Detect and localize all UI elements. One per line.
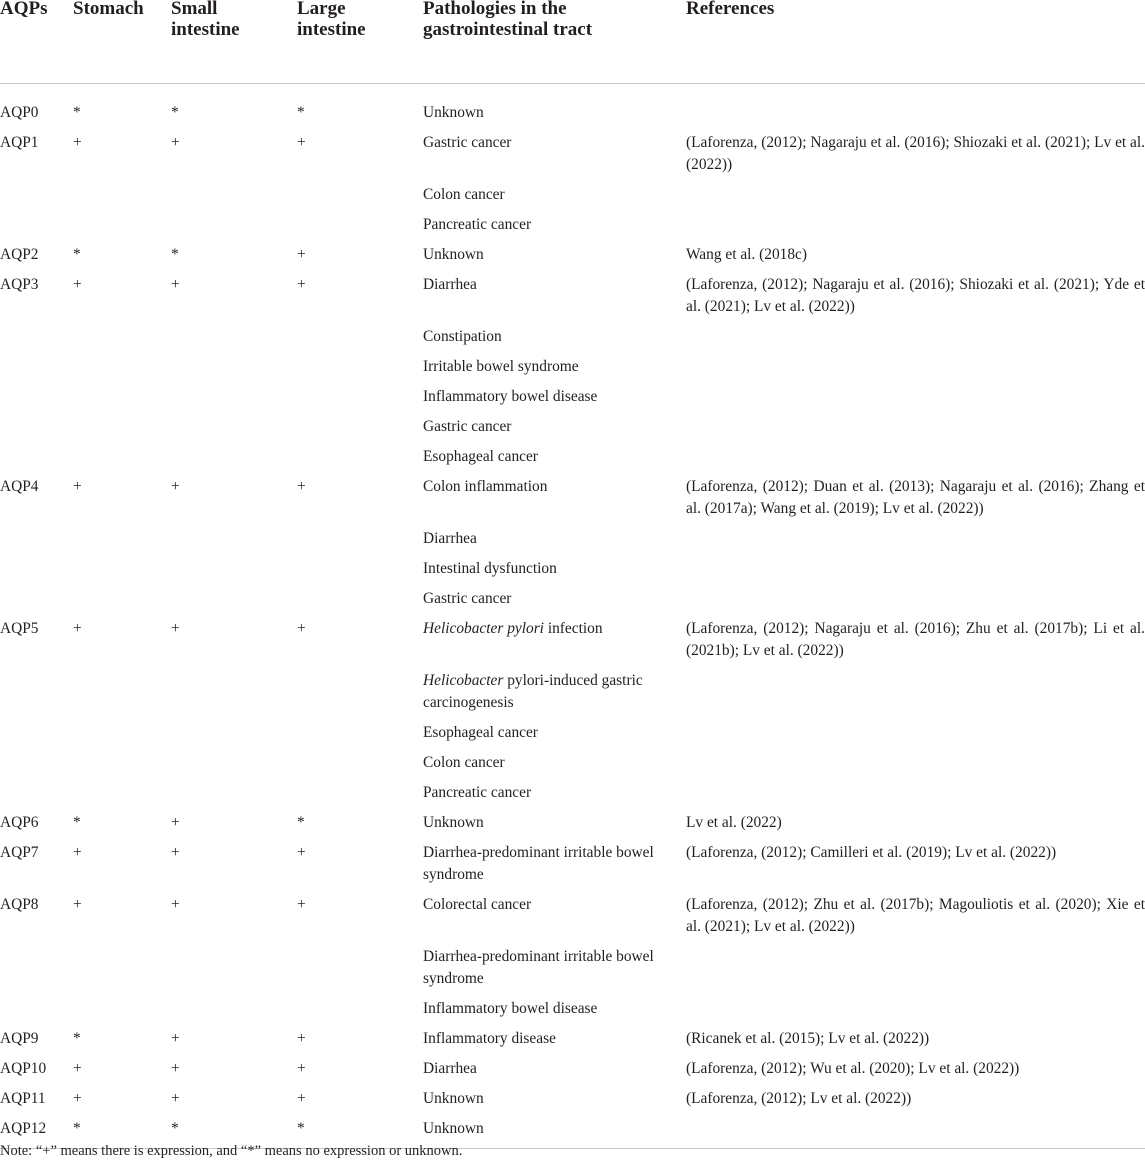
cell-reference [686, 386, 1145, 416]
cell-reference [686, 588, 1145, 618]
cell-aqp: AQP8 [0, 896, 39, 913]
cell-pathology: Colorectal cancer [423, 896, 532, 913]
cell-small-intestine [171, 946, 297, 998]
cell-large-intestine: + [297, 896, 306, 913]
cell-large-intestine [297, 356, 423, 386]
cell-reference [686, 782, 1145, 812]
cell-pathology: Diarrhea [423, 276, 477, 293]
cell-aqp: AQP7 [0, 844, 39, 861]
cell-large-intestine [297, 998, 423, 1028]
table-row [0, 842, 1145, 894]
cell-large-intestine: * [297, 104, 305, 121]
cell-pathology: Diarrhea [423, 530, 477, 547]
cell-stomach [73, 782, 171, 812]
table-row [0, 476, 1145, 528]
cell-reference [686, 446, 1145, 476]
table-row [0, 184, 1145, 214]
cell-reference [686, 528, 1145, 558]
table-body [0, 84, 1145, 1149]
cell-stomach: * [73, 1118, 171, 1149]
table-row [0, 722, 1145, 752]
cell-aqp: AQP1 [0, 134, 39, 151]
header-aqps: AQPs [0, 0, 73, 84]
cell-pathology [423, 670, 686, 722]
table-row [0, 618, 1145, 670]
cell-large-intestine [297, 558, 423, 588]
cell-pathology: Unknown [423, 1118, 686, 1149]
cell-small-intestine [171, 752, 297, 782]
cell-large-intestine [297, 782, 423, 812]
cell-stomach: * [73, 104, 81, 121]
cell-aqp [0, 386, 73, 416]
cell-reference: (Ricanek et al. (2015); Lv et al. (2022)) [686, 1030, 930, 1047]
cell-stomach: + [73, 896, 82, 913]
header-references: References [686, 0, 1145, 84]
cell-stomach [73, 446, 171, 476]
cell-stomach: + [73, 1090, 82, 1107]
header-large-intestine: Large intestine [297, 0, 423, 84]
cell-large-intestine: + [297, 1030, 306, 1047]
cell-small-intestine: + [171, 478, 180, 495]
cell-large-intestine: + [297, 134, 306, 151]
cell-small-intestine: + [171, 1060, 180, 1077]
cell-small-intestine [171, 386, 297, 416]
cell-small-intestine [171, 214, 297, 244]
cell-pathology: Inflammatory bowel disease [423, 1000, 598, 1017]
cell-reference: (Laforenza, (2012); Lv et al. (2022)) [686, 1090, 912, 1107]
cell-aqp [0, 356, 73, 386]
cell-aqp [0, 446, 73, 476]
cell-aqp [0, 588, 73, 618]
cell-aqp: AQP10 [0, 1060, 47, 1077]
cell-reference [686, 214, 1145, 244]
table-row [0, 326, 1145, 356]
cell-pathology: Irritable bowel syndrome [423, 358, 579, 375]
cell-stomach: * [73, 246, 81, 263]
cell-small-intestine [171, 722, 297, 752]
cell-small-intestine [171, 184, 297, 214]
cell-reference: (Laforenza, (2012); Zhu et al. (2017b); Magouliotis et al. (2020); Xie et al. (2021); Lv et al. (2022)) [686, 896, 1145, 935]
table-row [0, 752, 1145, 782]
cell-large-intestine [297, 946, 423, 998]
header-small-intestine: Small intestine [171, 0, 297, 84]
cell-small-intestine: + [171, 844, 180, 861]
cell-pathology: Pancreatic cancer [423, 216, 532, 233]
cell-reference [686, 946, 1145, 998]
cell-reference: Lv et al. (2022) [686, 814, 782, 831]
cell-pathology: Gastric cancer [423, 134, 512, 151]
cell-aqp: AQP5 [0, 620, 39, 637]
cell-large-intestine [297, 184, 423, 214]
cell-pathology: Unknown [423, 1090, 484, 1107]
cell-pathology: Gastric cancer [423, 418, 512, 435]
cell-large-intestine: * [297, 1118, 423, 1149]
cell-large-intestine: + [297, 844, 306, 861]
header-pathologies: Pathologies in the gastrointestinal tract [423, 0, 686, 84]
pathology-italic-term: Helicobacter [423, 672, 504, 689]
cell-aqp [0, 752, 73, 782]
cell-pathology: Inflammatory bowel disease [423, 388, 598, 405]
table-row [0, 782, 1145, 812]
cell-pathology: Colon cancer [423, 754, 505, 771]
cell-small-intestine: + [171, 896, 180, 913]
table-row [0, 446, 1145, 476]
cell-stomach [73, 946, 171, 998]
cell-large-intestine [297, 528, 423, 558]
cell-stomach: + [73, 478, 82, 495]
cell-stomach: * [73, 814, 81, 831]
cell-large-intestine [297, 386, 423, 416]
cell-stomach: + [73, 276, 82, 293]
cell-reference [686, 558, 1145, 588]
cell-reference: (Laforenza, (2012); Camilleri et al. (2019); Lv et al. (2022)) [686, 844, 1057, 861]
table-row [0, 1028, 1145, 1058]
table-row [0, 528, 1145, 558]
header-stomach: Stomach [73, 0, 171, 84]
cell-pathology: Diarrhea-predominant irritable bowel syndrome [423, 844, 654, 883]
cell-aqp [0, 782, 73, 812]
cell-pathology: Colon inflammation [423, 478, 548, 495]
cell-aqp: AQP3 [0, 276, 39, 293]
cell-small-intestine [171, 416, 297, 446]
table-row [0, 894, 1145, 946]
cell-small-intestine: + [171, 1030, 180, 1047]
cell-stomach [73, 326, 171, 356]
cell-aqp [0, 326, 73, 356]
cell-small-intestine: * [171, 1118, 297, 1149]
cell-aqp [0, 558, 73, 588]
cell-stomach [73, 528, 171, 558]
cell-stomach [73, 416, 171, 446]
cell-pathology: Diarrhea-predominant irritable bowel syndrome [423, 948, 654, 987]
table-row [0, 670, 1145, 722]
cell-reference [686, 1118, 1145, 1149]
header-row [0, 0, 1145, 84]
cell-reference [686, 184, 1145, 214]
cell-small-intestine: + [171, 276, 180, 293]
cell-reference: (Laforenza, (2012); Nagaraju et al. (2016); Zhu et al. (2017b); Li et al. (2021b); Lv et al. (2022)) [686, 620, 1145, 659]
table-row [0, 244, 1145, 274]
cell-stomach [73, 184, 171, 214]
cell-reference [686, 670, 1145, 722]
cell-stomach [73, 558, 171, 588]
cell-small-intestine: + [171, 134, 180, 151]
cell-pathology: Gastric cancer [423, 590, 512, 607]
table-row [0, 946, 1145, 998]
pathology-text: infection [543, 620, 603, 637]
cell-aqp [0, 416, 73, 446]
pathology-italic-term: Helicobacter pylori [423, 620, 544, 637]
table-row [0, 84, 1145, 133]
cell-small-intestine [171, 588, 297, 618]
cell-reference: Wang et al. (2018c) [686, 246, 807, 263]
cell-small-intestine [171, 528, 297, 558]
cell-large-intestine [297, 588, 423, 618]
cell-aqp: AQP12 [0, 1118, 73, 1149]
cell-pathology: Diarrhea [423, 1060, 477, 1077]
cell-large-intestine: + [297, 620, 306, 637]
cell-reference: (Laforenza, (2012); Duan et al. (2013); Nagaraju et al. (2016); Zhang et al. (2017a); Wang et al. (2019); Lv et al. (2022)) [686, 478, 1145, 517]
table-row [0, 1058, 1145, 1088]
cell-large-intestine: + [297, 478, 306, 495]
cell-reference: (Laforenza, (2012); Nagaraju et al. (2016); Shiozaki et al. (2021); Yde et al. (2021); Lv et al. (2022)) [686, 276, 1145, 315]
cell-stomach [73, 386, 171, 416]
cell-aqp: AQP6 [0, 814, 39, 831]
cell-reference [686, 752, 1145, 782]
table-note: Note: “+” means there is expression, and “*” means no expression or unknown. [0, 1143, 463, 1159]
cell-large-intestine: + [297, 1090, 306, 1107]
cell-pathology: Esophageal cancer [423, 724, 538, 741]
cell-stomach [73, 356, 171, 386]
table-header [0, 0, 1145, 84]
cell-pathology: Pancreatic cancer [423, 784, 532, 801]
cell-large-intestine [297, 446, 423, 476]
cell-large-intestine: + [297, 1060, 306, 1077]
cell-aqp [0, 214, 73, 244]
cell-reference [686, 84, 1145, 133]
cell-pathology: Inflammatory disease [423, 1030, 556, 1047]
table-row [0, 1088, 1145, 1118]
cell-stomach: + [73, 1060, 82, 1077]
cell-small-intestine: * [171, 104, 179, 121]
cell-large-intestine [297, 416, 423, 446]
cell-small-intestine [171, 356, 297, 386]
table-row [0, 588, 1145, 618]
cell-small-intestine: + [171, 814, 180, 831]
cell-pathology: Constipation [423, 328, 502, 345]
cell-stomach [73, 214, 171, 244]
table-row [0, 356, 1145, 386]
cell-stomach [73, 752, 171, 782]
table-row [0, 132, 1145, 184]
cell-stomach [73, 670, 171, 722]
cell-aqp [0, 722, 73, 752]
cell-large-intestine: + [297, 276, 306, 293]
cell-aqp: AQP2 [0, 246, 39, 263]
cell-pathology: Colon cancer [423, 186, 505, 203]
cell-stomach: + [73, 844, 82, 861]
cell-reference [686, 356, 1145, 386]
cell-stomach [73, 722, 171, 752]
table-row [0, 214, 1145, 244]
cell-stomach [73, 998, 171, 1028]
cell-large-intestine: + [297, 246, 306, 263]
cell-large-intestine [297, 670, 423, 722]
cell-large-intestine: * [297, 814, 305, 831]
cell-small-intestine: + [171, 620, 180, 637]
cell-small-intestine [171, 670, 297, 722]
cell-large-intestine [297, 722, 423, 752]
cell-aqp [0, 998, 73, 1028]
cell-stomach: + [73, 134, 82, 151]
cell-small-intestine: * [171, 246, 179, 263]
cell-pathology: Unknown [423, 104, 484, 121]
cell-reference [686, 722, 1145, 752]
cell-aqp: AQP9 [0, 1030, 39, 1047]
cell-pathology [423, 618, 686, 670]
cell-small-intestine [171, 446, 297, 476]
cell-stomach: * [73, 1030, 81, 1047]
table-row [0, 386, 1145, 416]
pathology-text: pylori-induced gastric carcinogenesis [423, 672, 647, 711]
cell-reference: (Laforenza, (2012); Wu et al. (2020); Lv et al. (2022)) [686, 1060, 1020, 1077]
table-row [0, 558, 1145, 588]
cell-reference: (Laforenza, (2012); Nagaraju et al. (2016); Shiozaki et al. (2021); Lv et al. (2022)) [686, 134, 1145, 173]
cell-stomach [73, 588, 171, 618]
cell-small-intestine: + [171, 1090, 180, 1107]
cell-small-intestine [171, 998, 297, 1028]
cell-reference [686, 998, 1145, 1028]
cell-aqp [0, 946, 73, 998]
cell-reference [686, 416, 1145, 446]
cell-pathology: Esophageal cancer [423, 448, 538, 465]
table-row [0, 812, 1145, 842]
cell-pathology: Intestinal dysfunction [423, 560, 557, 577]
cell-aqp: AQP0 [0, 104, 39, 121]
cell-small-intestine [171, 326, 297, 356]
cell-stomach: + [73, 620, 82, 637]
cell-reference [686, 326, 1145, 356]
table-row [0, 998, 1145, 1028]
cell-pathology: Unknown [423, 814, 484, 831]
cell-large-intestine [297, 752, 423, 782]
cell-small-intestine [171, 782, 297, 812]
cell-aqp: AQP11 [0, 1090, 46, 1107]
cell-aqp: AQP4 [0, 478, 39, 495]
cell-aqp [0, 528, 73, 558]
cell-large-intestine [297, 326, 423, 356]
cell-small-intestine [171, 558, 297, 588]
cell-aqp [0, 184, 73, 214]
table-row [0, 274, 1145, 326]
cell-aqp [0, 670, 73, 722]
cell-large-intestine [297, 214, 423, 244]
table-row [0, 416, 1145, 446]
cell-pathology: Unknown [423, 246, 484, 263]
